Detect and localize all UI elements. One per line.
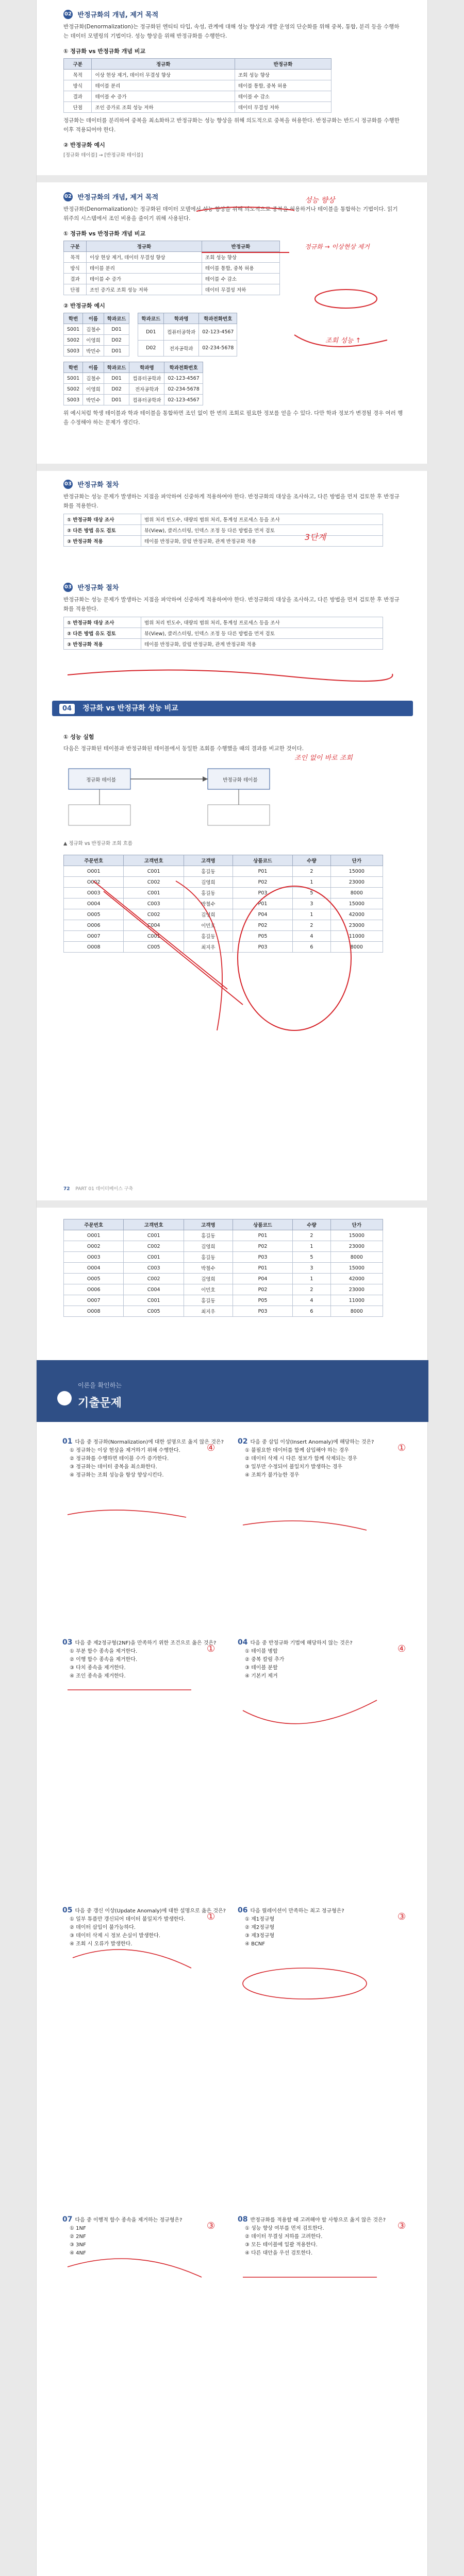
table-row: O008 C005 최지우 P03 6 8000: [64, 942, 383, 953]
section-denormalization-steps-repeat: 03 반정규화 절차 반정규화는 성능 문제가 발생하는 지점을 파악하여 신중하게 적용하여야 한다. 반정규화의 대상을 조사하고, 다른 방법을 먼저 검토한 후 반정규화를 적용한다. ① 반정규화 대상 조사 범위 처리 빈도수, 대량의 범위 처리, 통계성 프로세스 등을 조사 ② 다른 방법 유도 검토 뷰(View), 클러스터링, 인덱스 조정 등 다른 방법을 먼저 검토 ③ 반정규화 적용 테이블 반정규화, 칼럼 반정규화, 관계 반정규화 적용: [63, 582, 404, 650]
subsection-heading: ① 정규화 vs 반정규화 개념 비교: [63, 48, 146, 55]
handwritten-note: 정규화 → 이상현상 제거: [305, 243, 370, 250]
table-row: S001 김철수 D01: [64, 324, 129, 335]
table-row: ① 반정규화 대상 조사 범위 처리 빈도수, 대량의 범위 처리, 통계성 프로세스 등을 조사: [64, 514, 383, 525]
table-row: O001 C001 홍길동 P01 2 15000: [64, 866, 383, 877]
section-paragraph: 위 예시처럼 학생 테이블과 학과 테이블을 통합하면 조인 없이 한 번의 조회로 필요한 정보를 얻을 수 있다. 다만 학과 정보가 변경될 경우 여러 행을 수정해야 하는 문제가 생긴다.: [63, 410, 403, 426]
table-row: 목적 이상 현상 제거, 데이터 무결성 향상 조회 성능 향상: [64, 252, 280, 263]
table-row: D01 컴퓨터공학과 02-123-4567: [138, 324, 237, 341]
exam-question: 01 다음 중 정규화(Normalization)에 대한 설명으로 옳지 않은 것은? ① 정규화는 이상 현상을 제거하기 위해 수행한다. ② 정규화를 수행하면 테이블 수가 증가한다. ③ 정규화는 데이터 중복을 최소화한다. ④ 정규화는 조회 성능을 항상 향상시킨다.: [62, 1437, 224, 1478]
handwritten-answer: ④: [207, 1443, 216, 1453]
diagram-box-label: 반정규화 테이블: [223, 777, 258, 783]
table-header: 정규화: [92, 59, 235, 70]
handwritten-note: 조회 성능 ↑: [325, 337, 361, 345]
table-row: 결과 테이블 수 증가 테이블 수 감소: [64, 274, 280, 284]
subsection-heading: ① 정규화 vs 반정규화 개념 비교: [63, 230, 146, 237]
handwritten-answer: ③: [397, 2221, 406, 2231]
handwritten-note: 성능 향상: [305, 196, 335, 205]
order-table: 주문번호 고객번호 고객명 상품코드 수량 단가 O001 C001 홍길동 P01 2 15000 O002 C002 김영희 P02 1 23000 O003 C001 홍길동 P03 5 8000 O004 C003 박철수 P01 3 15000 O005 C002 김영희 P04 1 42000 O006 C004 이민호 P02 2 23000 O007 C001 홍길동 P05 4 11000 O008 C005 최지우 P03 6 8000: [63, 1219, 383, 1317]
table-row: O001 C001 홍길동 P01 2 15000: [64, 1230, 383, 1241]
handwritten-answer: ①: [207, 1643, 216, 1654]
handwritten-marks: [68, 665, 397, 685]
table-row: O004 C003 박철수 P01 3 15000: [64, 1263, 383, 1274]
section-paragraph: 다음은 정규화된 테이블과 반정규화된 테이블에서 동일한 조회를 수행했을 때의 결과를 비교한 것이다.: [63, 745, 304, 752]
comparison-table: [63, 58, 332, 113]
section-denormalization-steps: [63, 479, 404, 547]
order-table: 주문번호 고객번호 고객명 상품코드 수량 단가 O001 C001 홍길동 P01 2 15000 O002 C002 김영희 P02 1 23000 O003 C001 홍길동 P03 5 8000 O004 C003 박철수 P01 3 15000 O005 C002 김영희 P04 1 42000 O006 C004 이민호 P02 2 23000 O007 C001 홍길동 P05 4 11000 O008 C005 최지우 P03 6 8000: [63, 855, 383, 953]
handwritten-answer: ④: [397, 1643, 406, 1654]
table-row: S001 김철수 D01 컴퓨터공학과 02-123-4567: [64, 373, 203, 384]
handwritten-note: 조인 없이 바로 조회: [294, 754, 353, 762]
page-separator: [37, 1200, 428, 1208]
table-row: S002 이영희 D02: [64, 335, 129, 346]
table-row: O003 C001 홍길동 P03 5 8000: [64, 1252, 383, 1263]
table-row: 단점 조인 증가로 조회 성능 저하 데이터 무결성 저하: [64, 102, 332, 113]
exam-question: 05 다음 중 갱신 이상(Update Anomaly)에 대한 설명으로 옳은 것은? ① 일부 튜플만 갱신되어 데이터 불일치가 발생한다. ② 데이터 삽입이 불가능하다. ③ 데이터 삭제 시 정보 손실이 발생한다. ④ 조회 시 오류가 발생한다.: [62, 1906, 226, 1947]
section-paragraph: 반정규화(Denormalization)는 정규화된 엔티티 타입, 속성, 관계에 대해 성능 향상과 개발 운영의 단순화를 위해 중복, 통합, 분리 등을 수행하는 데이터 모델링의 기법이다. 성능 향상을 위해 반정규화를 수행한다.: [63, 24, 400, 39]
section-banner: [52, 701, 413, 716]
table-row: O002 C002 김영희 P02 1 23000: [64, 877, 383, 888]
banner-badge: 04: [59, 704, 75, 714]
table-row: 방식 테이블 분리 테이블 통합, 중복 허용: [64, 80, 332, 91]
merged-table: 학번 이름 학과코드 학과명 학과전화번호 S001 김철수 D01 컴퓨터공학과 02-123-4567 S002 이영희 D02 전자공학과 02-234-5678 S003 박민수 D01 컴퓨터공학과 02-123-4567: [63, 362, 203, 405]
flow-diagram: [63, 758, 280, 836]
table-row: O006 C004 이민호 P02 2 23000: [64, 920, 383, 931]
section-paragraph: 반정규화(Denormalization)는 정규화된 데이터 모델에서 성능 향상을 위해 의도적으로 중복을 허용하거나 테이블을 통합하는 기법이다. 읽기 위주의 시스템에서 조인 비용을 줄이기 위해 사용된다.: [63, 206, 398, 222]
table-row: D02 전자공학과 02-234-5678: [138, 340, 237, 357]
handwritten-marks: [73, 876, 403, 1041]
table-row: O008 C005 최지우 P03 6 8000: [64, 1306, 383, 1317]
section-performance-continued: [63, 1216, 404, 1317]
table-row: O003 C001 홍길동 P03 5 8000: [64, 888, 383, 899]
table-row: S002 이영희 D02 전자공학과 02-234-5678: [64, 384, 203, 395]
subsection-heading: ① 성능 실험: [63, 734, 94, 740]
handwritten-answer: ①: [207, 1911, 216, 1922]
exam-header-subtitle: 이론을 확인하는: [78, 1382, 122, 1389]
table-row: O002 C002 김영희 P02 1 23000: [64, 1241, 383, 1252]
table-row: O006 C004 이민호 P02 2 23000: [64, 1284, 383, 1295]
handwritten-answer: ①: [397, 1443, 406, 1453]
table-row: 단점 조인 증가로 조회 성능 저하 데이터 무결성 저하: [64, 284, 280, 295]
exam-question: 03 다음 중 제2정규형(2NF)을 만족하기 위한 조건으로 옳은 것은? ① 부분 함수 종속을 제거한다. ② 이행 함수 종속을 제거한다. ③ 다치 종속을 제거한다. ④ 조인 종속을 제거한다.: [62, 1638, 217, 1679]
handwritten-answer: ③: [207, 2221, 216, 2231]
section-title: 반정규화의 개념, 제거 목적: [77, 194, 159, 201]
table-row: S003 박민수 D01: [64, 346, 129, 357]
student-table: 학번 이름 학과코드 S001 김철수 D01 S002 이영희 D02 S003 박민수 D01: [63, 313, 129, 357]
exam-question: 04 다음 중 반정규화 기법에 해당하지 않는 것은? ① 테이블 병합 ② 중복 칼럼 추가 ③ 테이블 분할 ④ 기본키 제거: [238, 1638, 353, 1679]
handwritten-note: 3단계: [305, 532, 326, 542]
section-title: 반정규화의 개념, 제거 목적: [77, 11, 159, 19]
page-number: 72: [63, 1187, 70, 1192]
header-badge-icon: [57, 1391, 72, 1405]
example-note: [정규화 테이블] → [반정규화 테이블]: [63, 152, 143, 158]
textbook-page: [36, 0, 428, 2576]
exam-question: 02 다음 중 삽입 이상(Insert Anomaly)에 해당하는 것은? ① 불필요한 데이터를 함께 삽입해야 하는 경우 ② 데이터 삭제 시 다른 정보가 함께 삭제되는 경우 ③ 일부만 수정되어 불일치가 발생하는 경우 ④ 조회가 불가능한 경우: [238, 1437, 374, 1478]
table-row: ② 다른 방법 유도 검토 뷰(View), 클러스터링, 인덱스 조정 등 다른 방법을 먼저 검토: [64, 628, 383, 639]
exam-header-title: 기출문제: [78, 1397, 122, 1410]
table-row: 결과 테이블 수 증가 테이블 수 감소: [64, 91, 332, 102]
section-paragraph: 정규화는 데이터를 분리하여 중복을 최소화하고 반정규화는 성능 향상을 위해 의도적으로 중복을 허용한다. 반정규화는 반드시 정규화를 수행한 이후 적용되어야 한다.: [63, 117, 400, 133]
section-number: 02: [63, 192, 73, 201]
section-number: 02: [63, 10, 73, 19]
diagram-box-label: 정규화 테이블: [86, 777, 117, 783]
table-row: O007 C001 홍길동 P05 4 11000: [64, 1295, 383, 1306]
subsection-heading: ② 반정규화 예시: [63, 142, 105, 148]
table-row: ① 반정규화 대상 조사 범위 처리 빈도수, 대량의 범위 처리, 통계성 프로세스 등을 조사: [64, 617, 383, 628]
steps-table: [63, 617, 383, 650]
exam-question: 06 다음 릴레이션이 만족하는 최고 정규형은? ① 제1정규형 ② 제2정규형 ③ 제3정규형 ④ BCNF: [238, 1906, 344, 1947]
table-row: ③ 반정규화 적용 테이블 반정규화, 칼럼 반정규화, 관계 반정규화 적용: [64, 536, 383, 547]
table-header: 구분: [64, 59, 92, 70]
table-row: S003 박민수 D01 컴퓨터공학과 02-123-4567: [64, 395, 203, 405]
table-row: O005 C002 김영희 P04 1 42000: [64, 909, 383, 920]
diagram-caption: ▲ 정규화 vs 반정규화 조회 흐름: [63, 841, 132, 846]
exam-question: 07 다음 중 이행적 함수 종속을 제거하는 정규형은? ① 1NF ② 2NF ③ 3NF ④ 4NF: [62, 2215, 183, 2256]
table-row: 목적 이상 현상 제거, 데이터 무결성 향상 조회 성능 향상: [64, 70, 332, 80]
table-row: O005 C002 김영희 P04 1 42000: [64, 1274, 383, 1284]
handwritten-marks: [57, 1494, 408, 2576]
page-footer: PART 01 데이터베이스 구축: [75, 1187, 134, 1192]
section-number: 03: [63, 480, 73, 489]
exam-section-header: [37, 1360, 428, 1422]
department-table: 학과코드 학과명 학과전화번호 D01 컴퓨터공학과 02-123-4567 D02 전자공학과 02-234-5678: [138, 313, 237, 357]
comparison-table: 구분 정규화 반정규화 목적 이상 현상 제거, 데이터 무결성 향상 조회 성능 향상 방식 테이블 분리 테이블 통합, 중복 허용 결과 테이블 수 증가 테이블 수 감소 단점 조인 증가로 조회 성능 저하 데이터 무결성 저하: [63, 241, 280, 295]
subsection-heading: ② 반정규화 예시: [63, 302, 105, 309]
table-header: 반정규화: [235, 59, 331, 70]
handwritten-marks: [191, 201, 408, 366]
table-row: O004 C003 박철수 P01 3 15000: [64, 899, 383, 909]
section-title: 반정규화 절차: [77, 481, 119, 489]
section-paragraph: 반정규화는 성능 문제가 발생하는 지점을 파악하여 신중하게 적용하여야 한다. 반정규화의 대상을 조사하고, 다른 방법을 먼저 검토한 후 반정규화를 적용한다.: [63, 494, 400, 509]
handwritten-answer: ③: [397, 1911, 406, 1922]
table-row: 방식 테이블 분리 테이블 통합, 중복 허용: [64, 263, 280, 274]
page-separator: [37, 464, 428, 471]
table-row: ③ 반정규화 적용 테이블 반정규화, 칼럼 반정규화, 관계 반정규화 적용: [64, 639, 383, 650]
section-denormalization-intro: [63, 9, 404, 158]
steps-table: [63, 514, 383, 547]
exam-question: 08 반정규화를 적용할 때 고려해야 할 사항으로 옳지 않은 것은? ① 성능 향상 여부를 먼저 검토한다. ② 데이터 무결성 저하를 고려한다. ③ 모든 테이블에 일괄 적용한다. ④ 다른 대안을 우선 검토한다.: [238, 2215, 386, 2256]
banner-label: 정규화 vs 반정규화 성능 비교: [82, 704, 178, 713]
table-row: ② 다른 방법 유도 검토 뷰(View), 클러스터링, 인덱스 조정 등 다른 방법을 먼저 검토: [64, 525, 383, 536]
page-separator: [37, 175, 428, 182]
table-row: O007 C001 홍길동 P05 4 11000: [64, 931, 383, 942]
